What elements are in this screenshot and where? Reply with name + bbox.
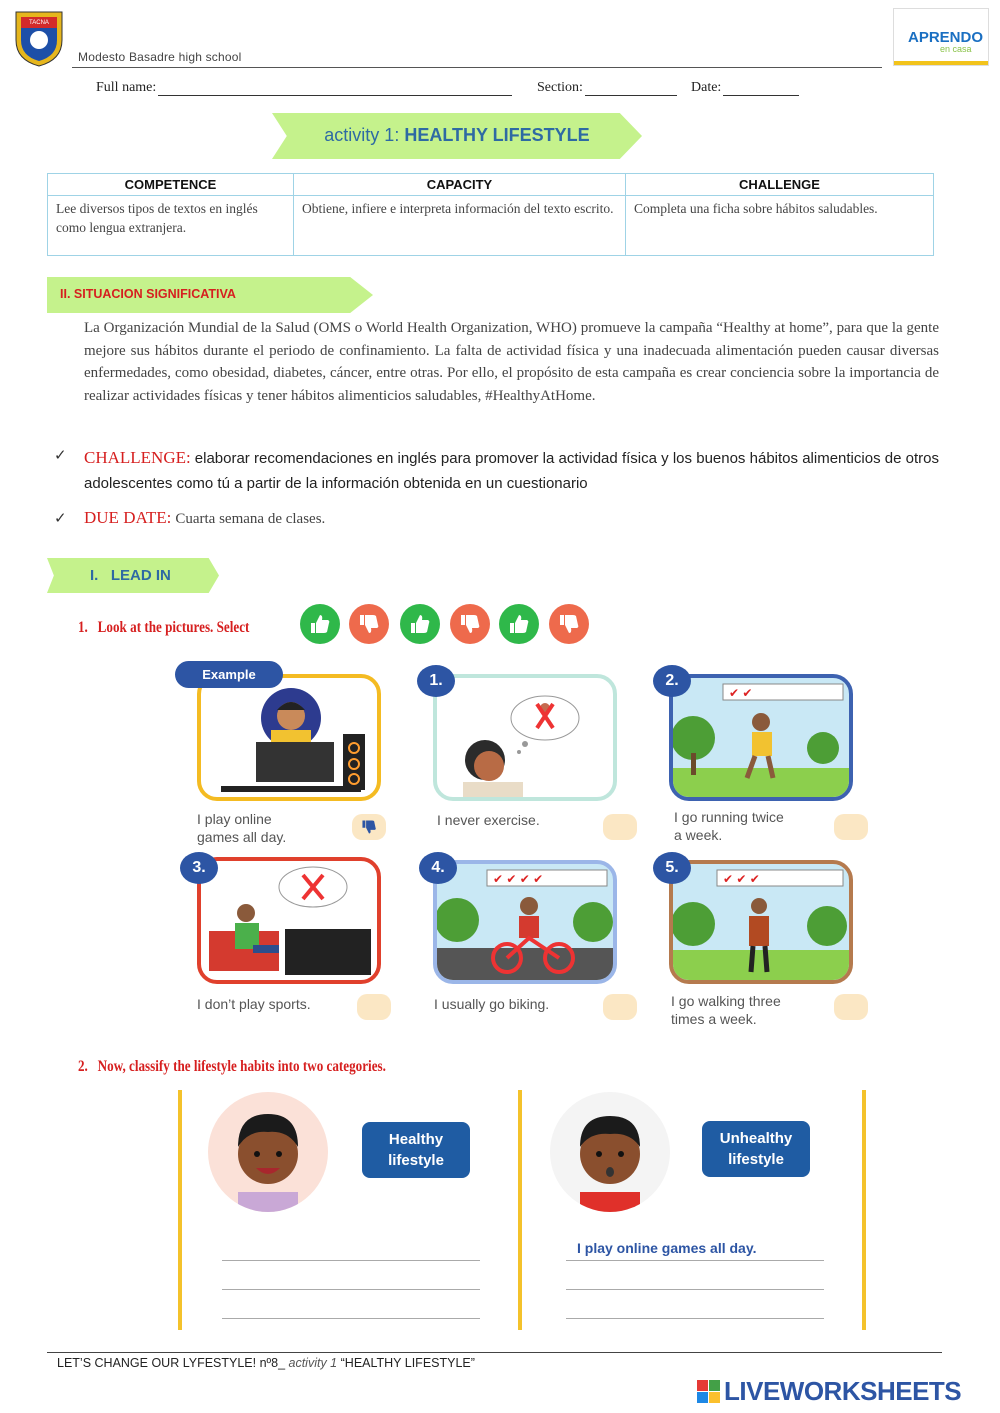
card-2-caption bbox=[674, 808, 784, 844]
example-answer-box bbox=[352, 814, 386, 840]
healthy-write-line[interactable] bbox=[222, 1289, 480, 1290]
card-4-caption bbox=[434, 995, 549, 1013]
due-check-icon: ✓ bbox=[54, 511, 67, 527]
thumbs-down-icon bbox=[450, 604, 490, 644]
challenge-label: CHALLENGE: bbox=[84, 448, 191, 467]
title-text bbox=[272, 125, 642, 146]
footer-title-main: LET’S CHANGE OUR LYFESTYLE! nº8_ bbox=[57, 1356, 286, 1370]
footer-divider bbox=[47, 1352, 942, 1353]
due-date-block bbox=[84, 508, 325, 528]
card-1-badge: 1. bbox=[417, 665, 455, 697]
due-date-text: Cuarta semana de clases. bbox=[175, 511, 326, 527]
seal-text: TACNA bbox=[29, 20, 49, 26]
footer-title bbox=[57, 1356, 475, 1370]
header-challenge: CHALLENGE bbox=[626, 174, 933, 196]
challenge-check-icon: ✓ bbox=[54, 448, 67, 464]
card-3-caption bbox=[197, 995, 311, 1013]
card-5 bbox=[669, 860, 853, 984]
unhealthy-avatar bbox=[550, 1092, 670, 1212]
cell-competence: Lee diversos tipos de textos en inglés como lengua extranjera. bbox=[48, 196, 294, 255]
logo-sub: en casa bbox=[940, 44, 972, 54]
card-3-answer-box[interactable] bbox=[357, 994, 391, 1020]
caption-line: a week. bbox=[674, 827, 723, 843]
card-1 bbox=[433, 674, 617, 801]
card-example-caption bbox=[197, 810, 286, 846]
question-1-text: Look at the pictures. Select bbox=[97, 619, 250, 636]
date-field[interactable] bbox=[691, 80, 799, 96]
liveworksheets-logo-icon bbox=[697, 1380, 720, 1403]
full-name-field[interactable] bbox=[96, 80, 512, 96]
caption-line: I never exercise. bbox=[437, 812, 540, 828]
full-name-label: Full name: bbox=[96, 80, 157, 95]
logo-text: APRENDO bbox=[908, 29, 984, 46]
example-badge: Example bbox=[175, 661, 283, 688]
caption-line: I go walking three bbox=[671, 993, 781, 1009]
thumbs-down-icon bbox=[360, 819, 378, 835]
svg-text:✔ ✔ ✔ ✔: ✔ ✔ ✔ ✔ bbox=[493, 872, 544, 886]
card-2-badge: 2. bbox=[653, 665, 691, 697]
thumbs-up-icon bbox=[499, 604, 539, 644]
date-label: Date: bbox=[691, 80, 722, 95]
divider-line bbox=[178, 1090, 182, 1330]
healthy-avatar bbox=[208, 1092, 328, 1212]
challenge-text: elaborar recomendaciones en inglés para promover la actividad física y los buenos hábitos alimenticios de otros adolescentes como tú a partir de la información obtenida en un cuestionario bbox=[84, 450, 940, 492]
divider-line bbox=[862, 1090, 866, 1330]
caption-line: I usually go biking. bbox=[434, 996, 550, 1012]
card-1-answer-box[interactable] bbox=[603, 814, 637, 840]
healthy-lifestyle-label: Healthy lifestyle bbox=[362, 1122, 470, 1178]
caption-line: games all day. bbox=[197, 829, 287, 845]
full-name-blank[interactable] bbox=[158, 82, 512, 96]
caption-line: I go running twice bbox=[674, 809, 784, 825]
unhealthy-lifestyle-label: Unhealthy lifestyle bbox=[702, 1121, 810, 1177]
card-2 bbox=[669, 674, 853, 801]
section-label: Section: bbox=[537, 80, 583, 95]
question-1-number: 1. bbox=[78, 619, 88, 636]
caption-line: times a week. bbox=[671, 1011, 757, 1027]
divider-line bbox=[518, 1090, 522, 1330]
cell-capacity: Obtiene, infiere e interpreta información del texto escrito. bbox=[294, 196, 626, 255]
card-example bbox=[197, 674, 381, 801]
card-5-answer-box[interactable] bbox=[834, 994, 868, 1020]
healthy-write-line[interactable] bbox=[222, 1318, 480, 1319]
header-divider bbox=[72, 67, 882, 68]
thumbs-up-icon bbox=[400, 604, 440, 644]
competence-table bbox=[47, 173, 934, 256]
section-blank[interactable] bbox=[585, 82, 677, 96]
challenge-block bbox=[84, 445, 939, 496]
title-main: HEALTHY LIFESTYLE bbox=[404, 125, 590, 145]
caption-line: I don’t play sports. bbox=[197, 996, 311, 1012]
situation-paragraph: La Organización Mundial de la Salud (OMS o World Health Organization, WHO) promueve la campaña “Healthy at home”, para que la gente mejore sus hábitos durante el periodo de confinamiento. La falta de actividad física y una inadecuada alimentación pueden causar diversas enfermedades, como obesidad, diabetes, cáncer, entre otras. Por ello, el propósito de esta campaña es crear conciencia sobre la importancia de realizar actividades físicas y tener hábitos alimenticios saludables, #HealthyAtHome. bbox=[84, 320, 939, 404]
question-2-number: 2. bbox=[78, 1058, 88, 1075]
card-1-caption bbox=[437, 811, 540, 829]
card-4-answer-box[interactable] bbox=[603, 994, 637, 1020]
healthy-write-line[interactable] bbox=[222, 1260, 480, 1261]
unhealthy-write-line[interactable] bbox=[566, 1318, 824, 1319]
section-field[interactable] bbox=[537, 80, 677, 96]
footer-subtitle: activity 1 bbox=[288, 1356, 338, 1370]
unhealthy-write-line[interactable] bbox=[566, 1260, 824, 1261]
date-blank[interactable] bbox=[723, 82, 799, 96]
question-1 bbox=[78, 619, 324, 637]
card-3-badge: 3. bbox=[180, 852, 218, 884]
card-2-answer-box[interactable] bbox=[834, 814, 868, 840]
thumbs-down-icon bbox=[349, 604, 389, 644]
thumbs-up-icon bbox=[300, 604, 340, 644]
aprendo-logo bbox=[893, 8, 989, 66]
cell-challenge: Completa una ficha sobre hábitos saludables. bbox=[634, 201, 878, 216]
caption-line: I play online bbox=[197, 811, 272, 827]
svg-text:✔ ✔ ✔: ✔ ✔ ✔ bbox=[723, 872, 760, 886]
card-3 bbox=[197, 857, 381, 984]
svg-text:✔ ✔: ✔ ✔ bbox=[729, 686, 753, 700]
liveworksheets-brand bbox=[697, 1376, 961, 1407]
thumbs-down-icon bbox=[549, 604, 589, 644]
title-activity: activity 1: bbox=[324, 125, 400, 145]
due-date-label: DUE DATE: bbox=[84, 508, 172, 527]
brand-text: LIVEWORKSHEETS bbox=[724, 1376, 962, 1406]
school-name: Modesto Basadre high school bbox=[78, 50, 242, 64]
card-4-badge: 4. bbox=[419, 852, 457, 884]
question-2 bbox=[78, 1058, 504, 1076]
card-4 bbox=[433, 860, 617, 984]
situation-heading: II. SITUACION SIGNIFICATIVA bbox=[60, 287, 236, 301]
school-seal bbox=[12, 10, 66, 68]
unhealthy-write-line[interactable] bbox=[566, 1289, 824, 1290]
card-5-badge: 5. bbox=[653, 852, 691, 884]
lead-in-heading: I. LEAD IN bbox=[90, 567, 171, 584]
footer-quote: “HEALTHY LIFESTYLE” bbox=[340, 1356, 475, 1370]
header-capacity: CAPACITY bbox=[294, 174, 626, 196]
header-competence: COMPETENCE bbox=[48, 174, 294, 196]
question-2-text: Now, classify the lifestyle habits into two categories. bbox=[97, 1058, 386, 1075]
unhealthy-example-answer: I play online games all day. bbox=[577, 1240, 757, 1256]
card-5-caption bbox=[671, 992, 781, 1028]
